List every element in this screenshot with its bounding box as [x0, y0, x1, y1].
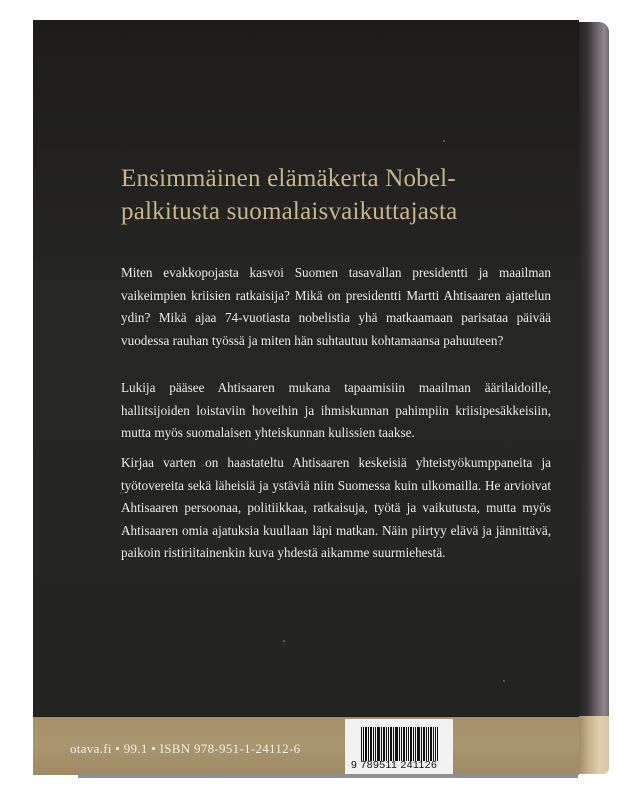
texture-speck	[283, 640, 285, 642]
barcode-number: 9 789511 241126	[351, 759, 438, 771]
blurb-paragraph-2: Lukija pääsee Ahtisaaren mukana tapaamisiin maailman äärilaidoille, hallitsijoiden loistaviin hoveihin ja ihmiskunnan pahimpiin kriisipesäkkeisiin, mutta myös suomalaisen yhteiskunnan kulissien taakse.	[121, 380, 551, 440]
barcode	[345, 719, 453, 775]
headline-line-1: Ensimmäinen elämäkerta Nobel-	[121, 165, 456, 192]
book-spine	[579, 22, 609, 716]
page-edge	[78, 774, 578, 778]
imprint-isbn: otava.fi • 99.1 • ISBN 978-951-1-24112-6	[70, 741, 301, 756]
book	[33, 20, 579, 771]
blurb-paragraph-3: Kirjaa varten on haastateltu Ahtisaaren keskeisiä yhteistyökumppaneita ja työtovereita sekä läheisiä ja ystäviä niin Suomessa kuin ulkomailla. He arvioivat Ahtisaaren persoonaa, politiikkaa, ratkaisuja, työtä ja vaikutusta, mutta myös Ahtisaaren omia ajatuksia kuullaan läpi matkan. Näin piirtyy elävä ja jännittävä, paikoin ristiriitainenkin kuva yhdestä aikamme suurmiehestä.	[121, 455, 551, 560]
blurb-paragraph-1: Miten evakkopojasta kasvoi Suomen tasavallan presidentti ja maailman vaikeimpien kriisien ratkaisija? Mikä on presidentti Martti Ahtisaaren ajattelun ydin? Mikä ajaa 74-vuotiasta nobelistia yhä matkaamaan parisataa päivää vuodessa rauhan työssä ja miten hän suhtautuu kohtamaansa pahuuteen?	[121, 265, 551, 348]
texture-speck	[503, 680, 505, 682]
barcode-bars	[361, 727, 445, 761]
headline	[121, 162, 551, 228]
texture-speck	[443, 140, 445, 142]
bottom-band	[33, 716, 579, 775]
spine-band	[579, 716, 609, 774]
back-cover	[33, 20, 579, 716]
headline-line-2: palkitusta suomalaisvaikuttajasta	[121, 198, 458, 225]
